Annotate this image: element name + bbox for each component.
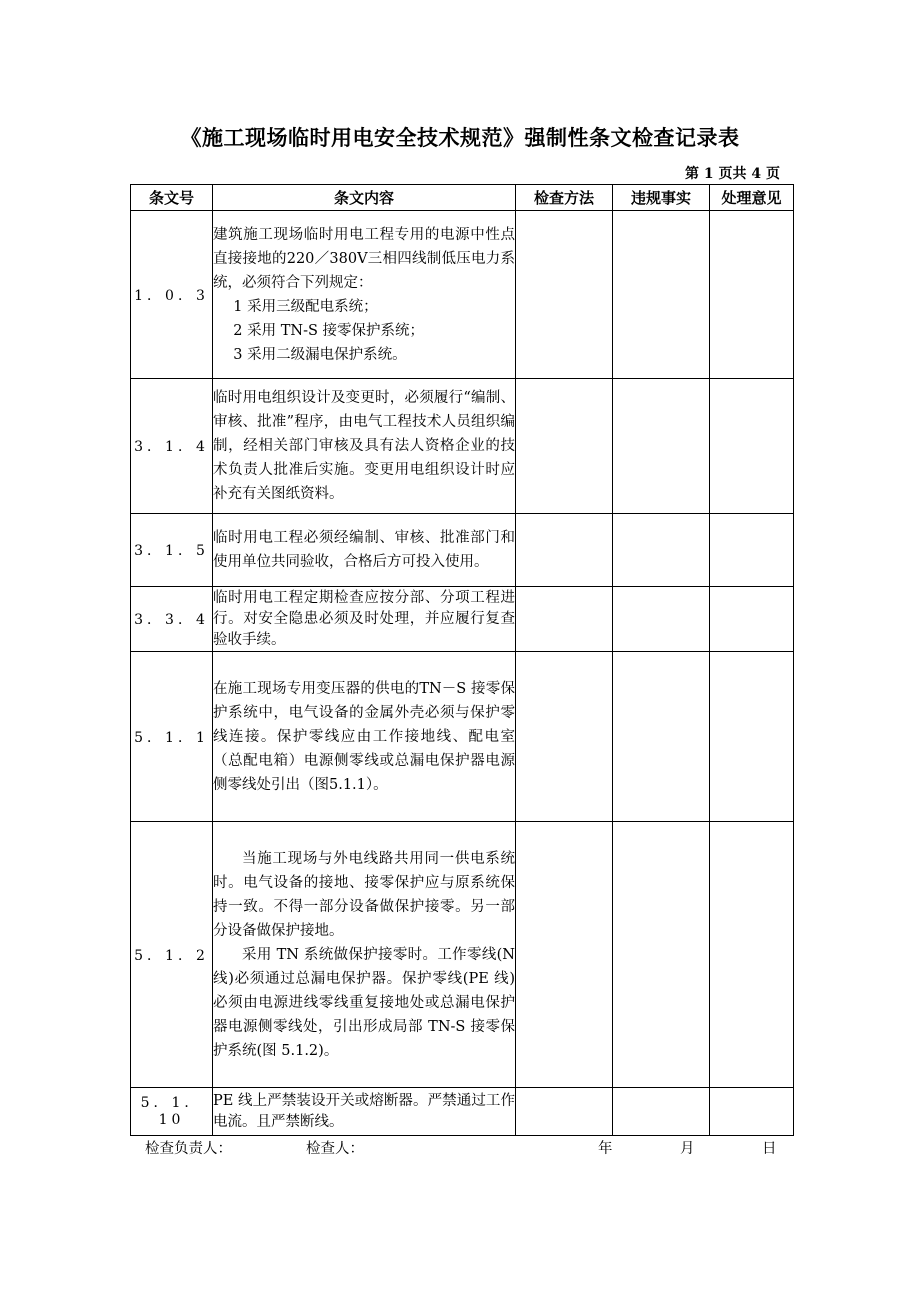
clause-number: 5．1．2	[131, 822, 213, 1088]
violation-fact-cell[interactable]	[613, 514, 710, 587]
violation-fact-cell[interactable]	[613, 1088, 710, 1136]
header-opinion: 处理意见	[710, 185, 794, 211]
table-row	[131, 379, 794, 514]
table-row	[131, 652, 794, 822]
clause-line: 临时用电组织设计及变更时，必须履行“编制、审核、批准”程序，由电气工程技术人员组织编制，经相关部门审核及具有法人资格企业的技术负责人批准后实施。变更用电组织设计时应补充有关图纸资料。	[213, 390, 515, 502]
clause-content	[213, 652, 516, 822]
clause-content	[213, 514, 516, 587]
clause-content	[213, 1088, 516, 1136]
violation-fact-cell[interactable]	[613, 652, 710, 822]
header-violation: 违规事实	[613, 185, 710, 211]
header-content: 条文内容	[213, 185, 516, 211]
clause-line: 采用 TN 系统做保护接零时。工作零线(N 线)必须通过总漏电保护器。保护零线(PE 线)必须由电源进线零线重复接地处或总漏电保护器电源侧零线处，引出形成局部 TN-S 接零保护系统(图 5.1.2)。	[213, 946, 515, 1059]
violation-fact-cell[interactable]	[613, 822, 710, 1088]
clause-number: 3．3．4	[131, 587, 213, 652]
inspection-record-table	[130, 184, 794, 1136]
clause-line: 当施工现场与外电线路共用同一供电系统时。电气设备的接地、接零保护应与原系统保持一致。不得一部分设备做保护接零。另一部分设备做保护接地。	[213, 850, 515, 939]
handling-opinion-cell[interactable]	[710, 1088, 794, 1136]
clause-number: 5．1．1	[131, 652, 213, 822]
clause-content	[213, 587, 516, 652]
handling-opinion-cell[interactable]	[710, 514, 794, 587]
clause-line: 2 采用 TN-S 接零保护系统；	[233, 322, 425, 339]
clause-number: 3．1．4	[131, 379, 213, 514]
clause-content	[213, 211, 516, 379]
table-row	[131, 211, 794, 379]
year-label: 年	[598, 1141, 613, 1157]
inspector-in-charge-label: 检查负责人：	[145, 1141, 232, 1157]
page-info: 第 1 页共 4 页	[685, 166, 780, 182]
handling-opinion-cell[interactable]	[710, 652, 794, 822]
clause-content	[213, 822, 516, 1088]
check-method-cell[interactable]	[516, 587, 613, 652]
check-method-cell[interactable]	[516, 211, 613, 379]
clause-line: 建筑施工现场临时用电工程专用的电源中性点直接接地的220／380V三相四线制低压电力系统，必须符合下列规定：	[213, 226, 515, 291]
clause-line: PE 线上严禁装设开关或熔断器。严禁通过工作电流。且严禁断线。	[213, 1092, 515, 1130]
clause-content	[213, 379, 516, 514]
inspector-label: 检查人：	[306, 1141, 364, 1157]
header-code: 条文号	[131, 185, 213, 211]
clause-number: 5．1．10	[131, 1088, 213, 1136]
check-method-cell[interactable]	[516, 379, 613, 514]
violation-fact-cell[interactable]	[613, 379, 710, 514]
table-row	[131, 822, 794, 1088]
clause-line: 临时用电工程定期检查应按分部、分项工程进行。对安全隐患必须及时处理，并应履行复查验收手续。	[213, 589, 515, 648]
clause-number: 1．0．3	[131, 211, 213, 379]
header-method: 检查方法	[516, 185, 613, 211]
clause-line: 3 采用二级漏电保护系统。	[233, 346, 407, 363]
check-method-cell[interactable]	[516, 652, 613, 822]
clause-line: 1 采用三级配电系统；	[233, 298, 378, 315]
table-row	[131, 1088, 794, 1136]
day-label: 日	[762, 1141, 777, 1157]
table-row	[131, 514, 794, 587]
violation-fact-cell[interactable]	[613, 587, 710, 652]
table-row	[131, 587, 794, 652]
handling-opinion-cell[interactable]	[710, 587, 794, 652]
handling-opinion-cell[interactable]	[710, 211, 794, 379]
check-method-cell[interactable]	[516, 822, 613, 1088]
violation-fact-cell[interactable]	[613, 211, 710, 379]
table-header-row	[131, 185, 794, 211]
clause-line: 在施工现场专用变压器的供电的TN－S 接零保护系统中，电气设备的金属外壳必须与保护零线连接。保护零线应由工作接地线、配电室（总配电箱）电源侧零线或总漏电保护器电源侧零线处引出（图5.1.1）。	[213, 680, 515, 793]
handling-opinion-cell[interactable]	[710, 822, 794, 1088]
month-label: 月	[680, 1141, 695, 1157]
document-title: 《施工现场临时用电安全技术规范》强制性条文检查记录表	[180, 125, 740, 150]
check-method-cell[interactable]	[516, 514, 613, 587]
clause-line: 临时用电工程必须经编制、审核、批准部门和使用单位共同验收，合格后方可投入使用。	[213, 530, 515, 570]
check-method-cell[interactable]	[516, 1088, 613, 1136]
clause-number: 3．1．5	[131, 514, 213, 587]
handling-opinion-cell[interactable]	[710, 379, 794, 514]
